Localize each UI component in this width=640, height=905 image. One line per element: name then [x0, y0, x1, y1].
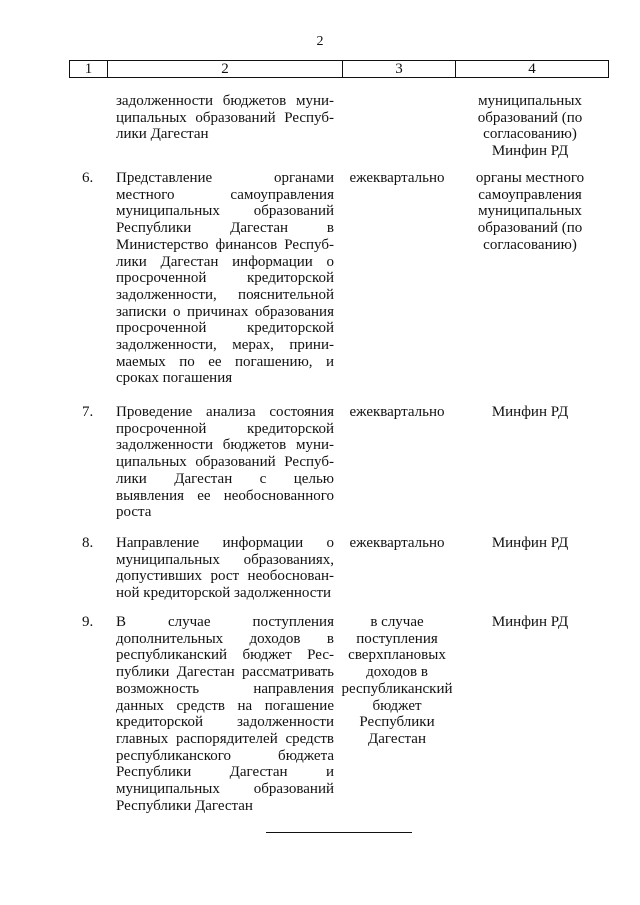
- row-5-description: задолженности бюджетов муниципальных образований Республики Дагестан: [116, 93, 334, 143]
- row-6-description: Представление органами местного самоуправления муниципальных образований Республики Дагестан в Министерство финансов Республики Дагестан информации о просроченной кредиторской задолженности, пояснительной записки о причинах образования просроченной кредиторской задолженности, мерах, принимаемых по ее погашению, и сроках погашения: [116, 170, 334, 387]
- row-6-period: ежеквартально: [349, 170, 445, 186]
- header-col-3: 3: [343, 61, 456, 77]
- row-6-number: 6.: [82, 170, 94, 186]
- row-9-description: В случае поступления дополнительных доходов в республиканский бюджет Республики Дагестан рассматривать возможность направления данных средств на погашение кредиторской задолженности главных распорядителей средств республиканского бюджета Республики Дагестан и муниципальных образований Республики Дагестан: [116, 614, 334, 814]
- row-6-responsible: органы местного самоуправления муниципальных образований (по согласованию): [475, 170, 585, 253]
- row-7-description: Проведение анализа состояния просроченной кредиторской задолженности бюджетов муниципальных образований Республики Дагестан с целью выявления ее необоснованного роста: [116, 404, 334, 521]
- header-col-4: 4: [528, 61, 536, 77]
- row-8-number: 8.: [82, 535, 94, 551]
- row-7-responsible: Минфин РД: [491, 404, 569, 420]
- page-number: 2: [316, 34, 324, 49]
- table-header-row: [69, 60, 609, 78]
- row-7-period: ежеквартально: [349, 404, 445, 420]
- header-col-1: 1: [70, 61, 108, 77]
- row-8-description: Направление информации о муниципальных образованиях, допустивших рост необоснованной кредиторской задолженности: [116, 535, 334, 602]
- row-5-responsible: муниципальных образований (по согласованию) Минфин РД: [477, 93, 583, 160]
- row-9-period: в случае поступления сверхплановых доходов в республиканский бюджет Республики Дагестан: [341, 614, 453, 747]
- row-8-period: ежеквартально: [349, 535, 445, 551]
- row-9-responsible: Минфин РД: [491, 614, 569, 630]
- header-col-2: 2: [108, 61, 343, 77]
- row-7-number: 7.: [82, 404, 94, 420]
- end-of-document-divider: [266, 832, 412, 833]
- row-9-number: 9.: [82, 614, 94, 630]
- row-8-responsible: Минфин РД: [491, 535, 569, 551]
